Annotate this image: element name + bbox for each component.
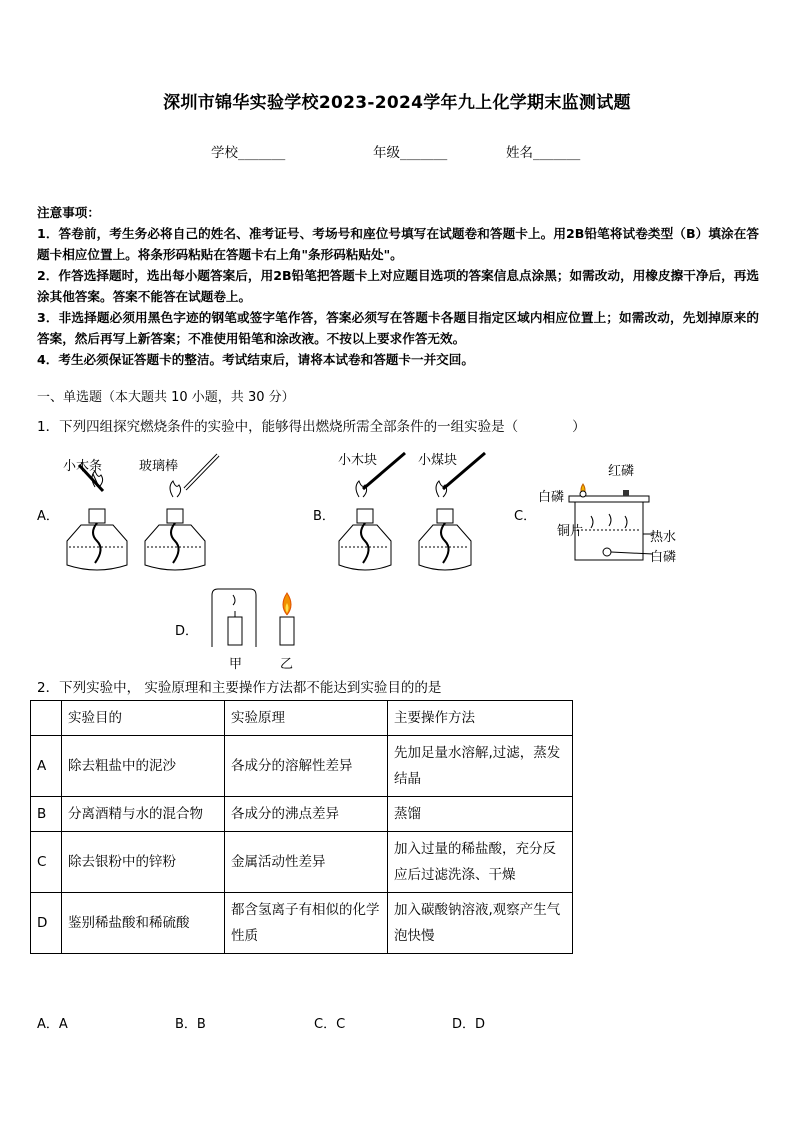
- fig-c-hot-water: 热水: [650, 530, 677, 545]
- table-cell: 加入过量的稀盐酸，充分反应后过滤洗涤、干燥: [388, 832, 573, 893]
- q1-option-a-label: A．: [37, 509, 59, 524]
- table-cell: 鉴别稀盐酸和稀硫酸: [62, 893, 225, 954]
- table-cell: 分离酒精与水的混合物: [62, 797, 225, 832]
- q1-option-b-label: B．: [313, 509, 335, 524]
- q1-stem: 1．下列四组探究燃烧条件的实验中，能够得出燃烧所需全部条件的一组实验是（ ）: [37, 419, 586, 435]
- table-cell: 都含氢离子有相似的化学性质: [225, 893, 388, 954]
- table-cell: 加入碳酸钠溶液,观察产生气泡快慢: [388, 893, 573, 954]
- table-header-cell: 实验原理: [225, 701, 388, 736]
- table-cell: 各成分的溶解性差异: [225, 736, 388, 797]
- table-cell: 除去粗盐中的泥沙: [62, 736, 225, 797]
- table-cell: B: [31, 797, 62, 832]
- table-cell: D: [31, 893, 62, 954]
- table-cell: C: [31, 832, 62, 893]
- fig-c-white-phosphorus-top: 白磷: [538, 490, 565, 505]
- notice-block: [37, 202, 759, 370]
- q2-option-a[interactable]: A．A: [37, 1017, 68, 1032]
- table-cell: 各成分的沸点差异: [225, 797, 388, 832]
- school-field: 学校_______: [211, 145, 286, 161]
- figure-d: [200, 585, 310, 655]
- q2-option-b[interactable]: B．B: [175, 1017, 206, 1032]
- table-cell: 蒸馏: [388, 797, 573, 832]
- fig-b-left-label: 小木块: [338, 453, 378, 468]
- fig-a-left-label: 小木条: [63, 459, 103, 474]
- table-row: [31, 893, 573, 954]
- fig-d-yi-label: 乙: [280, 657, 294, 672]
- table-header-cell: 主要操作方法: [388, 701, 573, 736]
- table-row: [31, 832, 573, 893]
- fig-c-white-phosphorus-bottom: 白磷: [650, 550, 677, 565]
- table-row: [31, 797, 573, 832]
- table-header-row: [31, 701, 573, 736]
- q2-stem: 2．下列实验中， 实验原理和主要操作方法都不能达到实验目的的是: [37, 680, 442, 696]
- q2-option-d[interactable]: D．D: [452, 1017, 486, 1032]
- fig-b-right-label: 小煤块: [418, 453, 458, 468]
- page-title: 深圳市锦华实验学校2023-2024学年九上化学期末监测试题: [163, 93, 631, 113]
- table-cell: 先加足量水溶解,过滤，蒸发结晶: [388, 736, 573, 797]
- notice-item-4: 4．考生必须保证答题卡的整洁。考试结束后，请将本试卷和答题卡一并交回。: [37, 352, 474, 367]
- fig-c-red-phosphorus: 红磷: [608, 464, 635, 479]
- fig-a-right-label: 玻璃棒: [139, 459, 179, 474]
- q1-option-d-label: D．: [175, 624, 199, 639]
- q2-option-c[interactable]: C．C: [314, 1017, 346, 1032]
- notice-heading: 注意事项：: [37, 205, 100, 220]
- table-cell: 除去银粉中的锌粉: [62, 832, 225, 893]
- table-header-cell: [31, 701, 62, 736]
- table-cell: 金属活动性差异: [225, 832, 388, 893]
- notice-item-3: 3．非选择题必须用黑色字迹的钢笔或签字笔作答，答案必须写在答题卡各题目指定区域内相应位置上；如需改动，先划掉原来的答案，然后再写上新答案；不准使用铅笔和涂改液。不按以上要求作答无效。: [37, 310, 759, 346]
- table-header-cell: 实验目的: [62, 701, 225, 736]
- section-heading: 一、单选题（本大题共 10 小题，共 30 分）: [37, 390, 295, 405]
- q1-option-c-label: C．: [514, 509, 537, 524]
- table-row: [31, 736, 573, 797]
- grade-field: 年级_______: [373, 145, 448, 161]
- table-cell: A: [31, 736, 62, 797]
- fig-d-jia-label: 甲: [229, 657, 243, 672]
- notice-item-1: 1．答卷前，考生务必将自己的姓名、准考证号、考场号和座位号填写在试题卷和答题卡上。用2B铅笔将试卷类型（B）填涂在答题卡相应位置上。将条形码粘贴在答题卡右上角"条形码粘贴处"。: [37, 226, 759, 262]
- notice-item-2: 2．作答选择题时，选出每小题答案后，用2B铅笔把答题卡上对应题目选项的答案信息点涂黑；如需改动，用橡皮擦干净后，再选涂其他答案。答案不能答在试题卷上。: [37, 268, 759, 304]
- q2-table: [30, 700, 573, 954]
- name-field: 姓名_______: [506, 145, 581, 161]
- fig-c-copper: 铜片: [557, 524, 584, 539]
